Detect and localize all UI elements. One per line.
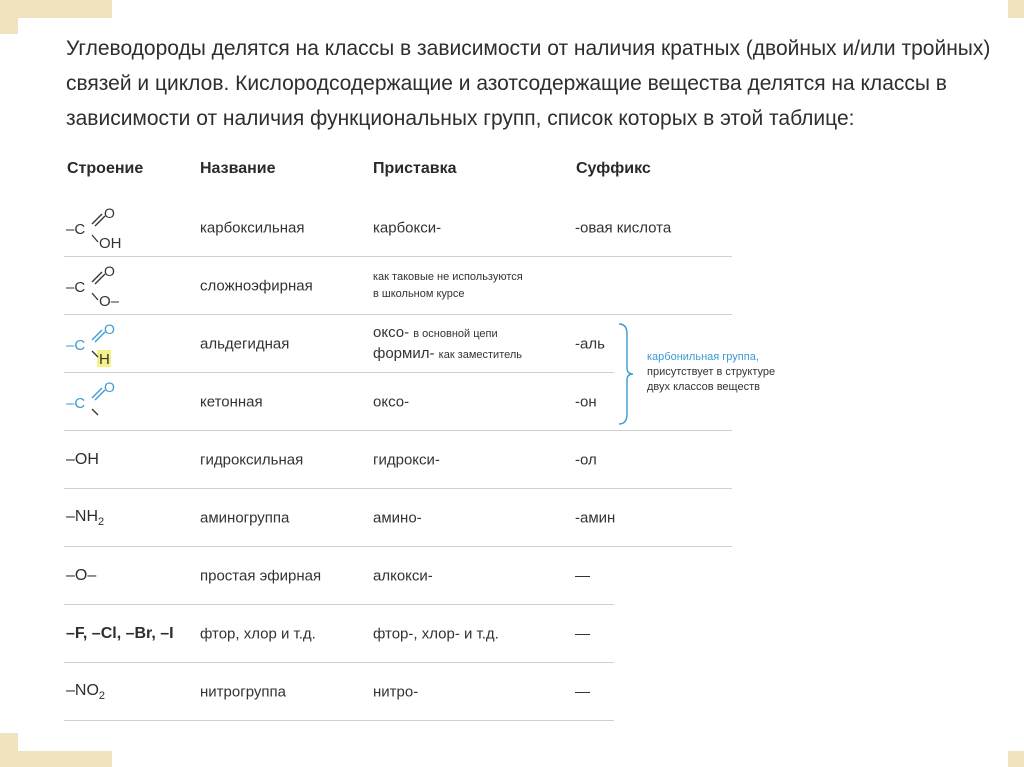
struct-mid: –C (66, 337, 86, 354)
cell-name: аминогруппа (200, 509, 290, 527)
struct-bot: O– (99, 293, 120, 310)
cell-prefix: амино- (373, 509, 422, 527)
cell-structure: –OH (66, 451, 99, 468)
struct-main: –NH (66, 507, 99, 525)
carbonyl-line: двух классов веществ (647, 381, 760, 393)
cell-name: альдегидная (200, 335, 290, 353)
struct-main: –NO (66, 681, 99, 699)
cell-name: гидроксильная (200, 451, 304, 469)
cell-structure: –O– (66, 567, 97, 584)
struct-sub: 2 (98, 516, 105, 529)
ester-structure (64, 257, 134, 315)
struct-top: O (104, 321, 115, 337)
table-row (64, 547, 614, 605)
table-row (64, 257, 732, 315)
struct-top: O (104, 205, 115, 221)
cell-structure (66, 682, 105, 702)
cell-suffix: -овая кислота (575, 219, 672, 237)
header-suffix: Суффикс (576, 160, 651, 177)
prefix-note: в основной цепи (413, 328, 498, 340)
cell-structure: –F, –Cl, –Br, –I (66, 625, 174, 642)
corner-decoration (0, 733, 18, 767)
cell-prefix (373, 323, 522, 365)
cell-suffix: -ол (575, 451, 597, 469)
carboxyl-structure (64, 199, 134, 257)
struct-bot: H (99, 351, 110, 368)
table-row (64, 315, 614, 373)
table-row (64, 431, 732, 489)
prefix-main: оксо- (373, 324, 410, 341)
intro-line: Углеводороды делятся на классы в зависимости от наличия кратных (двойных и/или тройных) (66, 37, 991, 60)
cell-suffix: — (575, 683, 590, 701)
cell-prefix: оксо- (373, 393, 410, 411)
cell-name: кетонная (200, 393, 263, 411)
header-prefix: Приставка (373, 160, 457, 177)
table-row (64, 199, 732, 257)
cell-suffix: -аль (575, 335, 605, 353)
cell-name: фтор, хлор и т.д. (200, 625, 316, 643)
cell-name: нитрогруппа (200, 683, 286, 701)
prefix-line: в школьном курсе (373, 288, 465, 300)
cell-prefix (373, 269, 523, 303)
prefix-main: формил- (373, 345, 435, 362)
carbonyl-note (647, 350, 775, 395)
struct-mid: –C (66, 279, 86, 296)
header-name: Название (200, 160, 276, 177)
struct-top: O (104, 263, 115, 279)
cell-name: простая эфирная (200, 567, 322, 585)
struct-top: O (104, 379, 115, 395)
corner-decoration (0, 0, 18, 34)
cell-name: сложноэфирная (200, 277, 313, 295)
ketone-structure (64, 373, 134, 431)
cell-structure (66, 508, 104, 528)
corner-decoration (1008, 0, 1024, 18)
struct-mid: –C (66, 221, 86, 238)
cell-prefix: алкокси- (373, 567, 433, 585)
struct-sub: 2 (98, 690, 106, 703)
corner-decoration (1008, 751, 1024, 767)
table-row (64, 663, 614, 721)
cell-prefix: фтор-, хлор- и т.д. (373, 625, 499, 643)
intro-paragraph (66, 31, 996, 136)
cell-prefix: гидрокси- (373, 451, 440, 469)
cell-name: карбоксильная (200, 219, 305, 237)
carbonyl-brace (615, 322, 639, 426)
carbonyl-label: карбонильная группа, (647, 351, 759, 363)
cell-suffix: -он (575, 393, 597, 411)
prefix-note: как заместитель (438, 349, 523, 361)
intro-line: связей и циклов. Кислородсодержащие и азотсодержащие вещества делятся на классы в (66, 72, 947, 95)
struct-bot: OH (99, 235, 122, 252)
carbonyl-line: присутствует в структуре (647, 366, 776, 378)
table-row (64, 489, 732, 547)
header-structure: Строение (67, 160, 144, 177)
intro-line: зависимости от наличия функциональных групп, список которых в этой таблице: (66, 107, 855, 130)
struct-mid: –C (66, 395, 86, 412)
prefix-line: как таковые не используются (373, 271, 523, 283)
table-row (64, 605, 614, 663)
cell-suffix: -амин (575, 509, 616, 527)
cell-suffix: — (575, 625, 590, 643)
cell-prefix: нитро- (373, 683, 419, 701)
cell-suffix: — (575, 567, 590, 585)
aldehyde-structure (64, 315, 134, 373)
cell-prefix: карбокси- (373, 219, 442, 237)
